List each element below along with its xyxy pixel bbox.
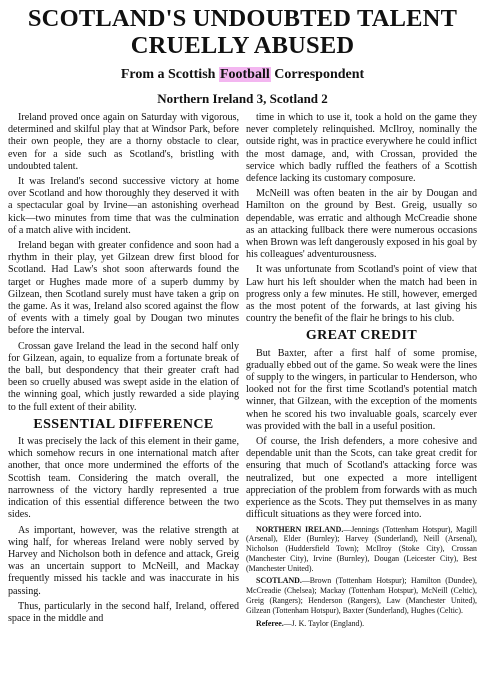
paragraph: McNeill was often beaten in the air by Dougan and Hamilton on the ground by Best. Greig, usually so dependable, was erratic and although McCreadie shone as an attacking fullback there were numerous occasions when Brown was left dangerously exposed in his goal by his colleagues' adventurousness. — [246, 188, 477, 261]
team-players: —Brown (Tottenham Hotspur); Hamilton (Dundee), McCreadie (Chelsea); Mackay (Tottenham Hotspur), McNeill (Celtic), Greig (Rangers); Henderson (Rangers), Law (Manchester United), Gilzean (Tottenham Hotspur), Baxter (Sunderland), Hughes (Celtic). — [246, 576, 477, 615]
referee-label: Referee. — [256, 618, 284, 628]
paragraph: It was Ireland's second successive victory at home over Scotland and how thoroughly they deserved it with a spectacular goal by Irvine—an astonishing overhead kick—two minutes from time that was the culmination of a match alive with incident. — [8, 176, 239, 236]
referee-name: —J. K. Taylor (England). — [283, 618, 365, 628]
referee-line — [246, 619, 477, 629]
paragraph: Thus, particularly in the second half, Ireland, offered space in the middle and — [8, 600, 239, 624]
paragraph: time in which to use it, took a hold on the game they never completely relinquished. McIlroy, nominally the outside right, was in practice everywhere he could inflict the most damage, and, with Crossan, provided the service which badly ruffled the feathers of a Scottish defence lacking its customary composure. — [246, 112, 477, 185]
byline-prefix: From a Scottish — [120, 67, 219, 82]
left-column — [8, 112, 239, 631]
team-label: NORTHERN IRELAND. — [256, 524, 344, 534]
paragraph: It was precisely the lack of this element in their game, which somehow recurs in one international match after another, that once more undermined the efforts of the Scottish team. Considering the match overall, the narrowness of the victory hardly represented a true indication of this essential difference between the two sides. — [8, 436, 239, 521]
subheading-essential-difference: ESSENTIAL DIFFERENCE — [33, 416, 214, 432]
subheading-great-credit: GREAT CREDIT — [305, 328, 418, 344]
paragraph: Ireland proved once again on Saturday with vigorous, determined and skilful play that at Windsor Park, before their own people, they are a thorny obstacle to clear, even for a side such as Scotland's, bristling with undoubted talent. — [8, 112, 239, 172]
paragraph: It was unfortunate from Scotland's point of view that Law hurt his left shoulder when the match had been in progress only a few minutes. He still, however, emerged as the most potent of the forwards, at last giving his country the benefit of the flair he brings to his club. — [246, 264, 477, 325]
paragraph: Ireland began with greater confidence and soon had a rhythm in their play, yet Gilzean drew first blood for Scotland. Had Law's shot soon afterwards found the target or Hughes made more of a superb dummy by Gilzean, then Scotland surely must have taken a grip on the game. As it was, Ireland also scored against the flow of events with a timely goal by Dougan two minutes before the interval. — [8, 240, 239, 337]
team-players: —Jennings (Tottenham Hotspur), Magill (Arsenal), Elder (Burnley); Harvey (Sunderland), Neill (Arsenal), Nicholson (Huddersfield Town); McIlroy (Stoke City), Crossan (Manchester City), Irvine (Burnley), Dougan (Leicester City), Best (Manchester United). — [246, 524, 478, 573]
paragraph: Of course, the Irish defenders, a more cohesive and dependable unit than the Scots, can take great credit for ensuring that much of Scotland's attacking force was neutralized, but one expected a more intelligent appreciation of the problem from forwards with as much experience as the Scots. They put themselves in as many difficult situations as they were forced into. — [246, 436, 477, 521]
right-column — [246, 112, 477, 631]
match-score: Northern Ireland 3, Scotland 2 — [157, 91, 328, 106]
highlighted-word: Football — [219, 67, 270, 82]
paragraph: Crossan gave Ireland the lead in the second half only for Gilzean, again, to equalize from a fortunate break of the ball, but despondency that their greater craft had been so cruelly abused was swept aside in the elation of the winning goal, which justly rewarded a side playing to the full extent of their ability. — [8, 340, 239, 413]
team-label: SCOTLAND. — [256, 576, 302, 586]
northern-ireland-lineup — [246, 525, 477, 574]
scotland-lineup — [246, 576, 477, 615]
byline-suffix: Correspondent — [270, 67, 365, 82]
headline-line-1: SCOTLAND'S UNDOUBTED TALENT — [27, 5, 458, 32]
byline — [8, 67, 477, 83]
article-body — [8, 112, 477, 631]
headline-line-2: CRUELLY ABUSED — [130, 32, 355, 59]
headline — [8, 5, 477, 59]
paragraph: As important, however, was the relative strength at wing half, for whereas Ireland were nobly served by Harvey and Nicholson both in defence and attack, Greig was an uncertain support to McNeill, and Mackay frequently missed his tackle and was inaccurate in his passing. — [8, 524, 239, 597]
paragraph: But Baxter, after a first half of some promise, gradually ebbed out of the game. So weak were the lines of supply to the wingers, in particular to Henderson, who looked not for the first time Scotland's potential match winner, that Gilzean, with the exception of the moments when he scored his two invaluable goals, scarcely ever was provided with the ball in a useful position. — [246, 347, 477, 432]
